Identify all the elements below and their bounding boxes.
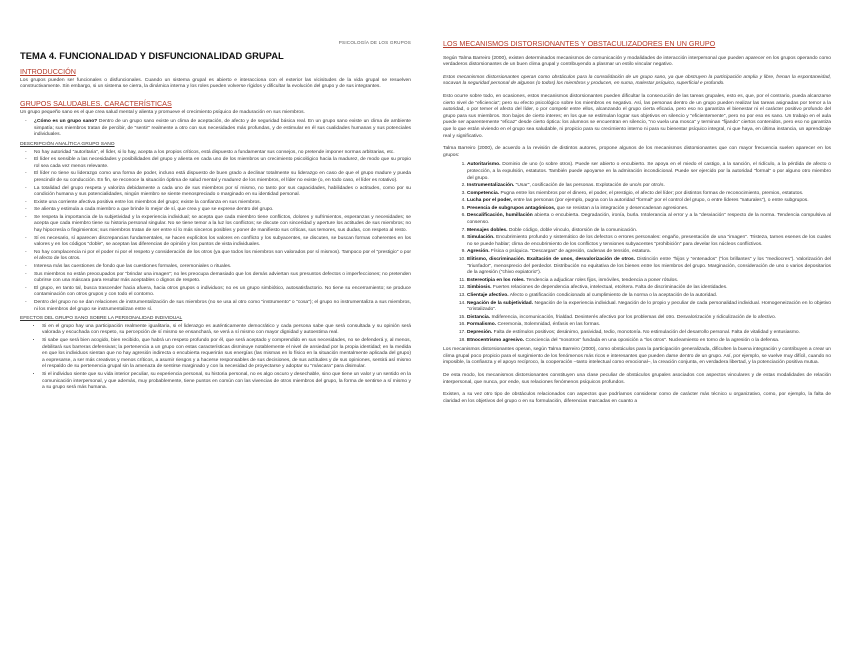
mechanisms-list [443,162,831,344]
item-label: Autoritarismo. [467,162,501,168]
list-item [467,198,831,205]
item-text: abierta o encubierta. Degradación, ironía, burla. Intolerancia al error y a la "desviación" respecto de la norma. Tendencia compulsiva al consenso. [467,213,831,226]
list-item: • Si en el grupo hay una participación realmente igualitaria, si el liderazgo es auténticamente democrático y cada persona sabe que será consultada y su opinión será valorada y escuchada con respeto, su percepción de sí mismo se ensanchará, se verá a sí mismo con mayor dignidad y autoestima real. [42,324,411,337]
intro-paragraph: Los grupos pueden ser funcionales o disfuncionales. Cuando un sistema grupal es abierto e interacciona con el exterior las vicisitudes de la vida grupal se resuelven constructivamente. Sin embargo, si un sistema se cierra, la dinámica interna y los roles pueden volverse rígidos y dificultar la evolución del grupo y de sus integrantes. [20,77,411,90]
left-column [20,0,411,394]
list-item: - El grupo, en tanto tal, busca trascender hacia afuera, hacia otros grupos o individuos; no es un grupo simbiótico, autosatisfactorio. No tiene su encerramiento; se produce contaminación con otros grupos y con todo el contorno. [34,286,411,299]
healthy-question-list [20,119,411,139]
analytic-description-label: DESCRIPCIÓN ANALÍTICA GRUPO SANO [20,141,115,147]
item-text: "Usar", cosificación de las personas. Explotación de uno/s por otro/s. [515,183,665,189]
mechanisms-paragraph-2: Esto ocurre sobre todo, en ocasiones, estos mecanismos distorsionantes pueden dificultar la consecución de las tareas grupales, esto es, que, por el contrario, pueda alcanzarse cierto nivel de "eficiencia"; pero su efecto psicológico sobre los miembros es negativo. Así, las personas dentro de un grupo pueden realizar las tareas asignadas por temor a la autoridad, o por temer el afecto del líder, o por competir entre ellos, alcanzando el grupo cierta eficacia, pero eso no garantiza el bienestar ni el carácter positivo profundo del grupo para sus miembros. Son bajos de cierto interes; en los que se estimulan lograr sus objetivos en silencio y "eficientemente", pero no por eso es sano. Un trabajo en el aula puede ser aparentemente "eficaz" desde cierto óptica: los alumnos se encuentran en silencio, "no vuela una mosca" y terminan "fijando" ciertos contenidos, pero eso no garantiza que lo que están viviendo en el grupo sea saludable, ni propicio para su crecimiento interno ni para su bienestar psíquico integral, ni que haya, en última instancia, un aprendizaje real y significativo. [443,93,831,139]
item-text: Indiferencia, incomunicación, frialdad. Desinterés afectivo por los problemas del otro. Desvalorización y ridiculización de lo afectivo. [491,314,777,320]
list-item: - Sus miembros no están preocupados por "brindar una imagen"; no les preocupa demasiado que los demás adviertan sus presuntos defectos o imperfecciones; no pretenden cubrirse con una máscara para resultar más aceptables o dignos de respeto. [34,272,411,285]
item-text: Pugna entre los miembros por el dinero, el poder, el prestigio, el afecto del líder; por distintos formas de reconocimiento, premios, estatutos. [500,190,804,196]
list-item [467,235,831,248]
item-text: Doble código, doble vínculo, distorsión de la comunicación. [508,227,638,233]
item-text: Física o psíquica. "Descargas" de agresión, cadenas de tensión, estatura. [490,249,651,255]
item-text: Afecto o gratificación condicionado al cumplimiento de la norma o la aceptación de la autoridad. [509,293,718,298]
mechanisms-heading: LOS MECANISMOS DISTORSIONANTES Y OBSTACULIZADORES EN UN GRUPO [443,39,716,48]
list-item [467,249,831,256]
item-text: Ceremonia, Solemnidad, énfasis en las formas. [497,322,601,328]
question-text: Dentro de un grupo sano existe un clima de aceptación, de afecto y de seguridad básica real. En un grupo sano existe un clima de ambiente simpatía; sus miembros tratan de percibir, de "sentir" realmente a otro con sus necesidades más profundas, y de estimular en él sus cualidades humanas y sus potenciales individuales. [34,119,412,138]
item-label: Simbiosis. [467,285,492,291]
healthy-lead-paragraph: Un grupo pequeño sano es el que crea salud mental y alienta y promueve el crecimiento psíquico de maduración en sus miembros. [20,109,305,115]
item-label: Formalismo. [467,322,497,328]
item-label: Estereotipia en los roles. [467,277,525,283]
page-header-label: PSICOLOGÍA DE LOS GRUPOS [338,40,411,45]
list-item: - El líder no tiene su liderazgo como una forma de poder, incluso está dispuesto de buen grado a declinar totalmente su liderazgo en caso de que el grupo madure y pueda prescindir de su conducción. En fin, se reconoce la situación óptima de salud mental y madurez de los miembros, el líder no existe (o, en todo caso, el líder es rotativo). [34,171,411,184]
list-item: - Se respeta la importancia de la subjetividad y la experiencia individual; se acepta que cada miembro tiene conflictos, dolores y sufrimientos, esperanzas y necesidades; se acepta que cada miembro tiene su historia personal singular. No se tiene temor a la luz los conflictos; se discute con sinceridad y aperture los actitudes de sus miembros; no hay hipocresía o fingimientos; sus miembros tratan de ser entre sí lo más sinceros posibles y poner de manifiesto sus críticas, sus temores, sus dudas, con respeto al resto. [34,215,411,235]
document-title: TEMA 4. FUNCIONALIDAD Y DISFUNCIONALIDAD GRUPAL [20,49,284,61]
mechanisms-paragraph-6: Existen, a su vez otro tipo de obstáculos relacionados con aspectos que podríamos considerar como de carácter más técnico u organizativo, como, por ejemplo, la falta de claridad en los objetivos del grupo o en su formulación, diferencias marcadas en cuanto a [443,392,831,404]
list-item [467,338,831,345]
mechanisms-paragraph-5: De esta modo, los mecanismos distorsionantes constituyen una clase peculiar de obstáculos grupales asociados con aspectos vinculares y de estas modalidades de relación interpersonal, que nunca, por ende, sus relaciones fenómenos psíquicos profundos. [443,372,831,385]
mechanisms-paragraph-3: Talma Barreiro (2000), de acuerdo a la revisión de distintos autores, propone algunos de los mecanismos distorsionantes que con mayor frecuencia suelen aparecer en los grupos: [443,146,831,158]
list-item [467,257,831,277]
item-text: Falta de estímulos positivos; desánimo, pasividad, tedio, monotonía. No estimulación del desarrollo personal. Falta de vitalidad y entusiasmo. [493,329,801,335]
item-text: Negación de la experiencia individual. Negación de lo propio y peculiar de cada personalidad individual. Homogeneización en lo objetivo "cristalizado". [467,300,832,313]
list-item [467,183,831,190]
item-label: Descalificación, humillación [467,213,533,219]
list-item [467,330,831,337]
item-label: Instrumentalización. [467,183,515,189]
list-item: • Si sabe que será bien acogido, bien recibido, que habrá un respeto profundo por él, que será aceptado y comprendido en sus necesidades, no se defenderá y, al menos, debilitará sus barreras defensivas; la pertenencia a un grupo con estas características disminuye notablemente el nivel de ansiedad por la propia identidad; en la medida en que los individuos sientan que no hay agresión indirecta o encubierta requerirán sus energías (las mismas en lo físico en la situación mentalmente aplicada del grupo) a expresarse, a ser más creativos y menos críticos, a asumir riesgos y a hacerse responsables de sus decisiones, de sus actitudes y de sus opiniones, sentirá así mismo el respaldo de su pertenencia grupal sin la amenaza de sentirse marginado y con la necesidad de proyectarse y adoptar su "máscara" para disimular. [42,338,411,371]
item-text: Dominio de uno (o sobre otros). Puede ser abierto o encubierto. Se apoya en el miedo el castigo, a la sanción, el ridículo, a la pérdida de afecto o protección, a la expulsión, estatutos. También puede apoyarse en la admiración incondicional. Puede ser ejercido por la autoridad "formal" o por alguno otro miembro del grupo. [467,162,831,181]
list-item [467,285,831,292]
intro-heading: INTRODUCCIÓN [20,67,76,77]
list-item [467,315,831,322]
list-item [467,278,831,285]
effects-list [20,324,411,392]
list-item [467,301,831,314]
mechanisms-italic-paragraph: Estos mecanismos distorsionantes operan como obstáculos para la consolidación de un grupo sano, ya que obstruyen la participación amplia y libre, frenan la espontaneidad, socavan la seguridad personal de algunos (o todos) los miembros y producen, en suma, malestar psíquico, superficial e profundo. [443,74,831,87]
item-text: Fuertes relaciones de dependencia afectiva, intelectual, etcétera. Falta de discriminación de las identidades. [492,285,728,291]
list-item [467,213,831,226]
list-item: - Dentro del grupo no se dan relaciones de instrumentalización de sus miembros (no se usa al otro como "instrumento" o "cosa"); el grupo no instrumentaliza a sus miembros, ni los miembros del grupo se instrumentalizan entre sí. [34,300,411,313]
list-item [34,119,411,139]
item-label: Elitismo, discriminación. Exaltación de unos, desvalorización de otros. [467,257,636,263]
item-label: Depresión. [467,329,493,335]
item-label: Presencia de subgrupos antagónicos, [467,205,556,211]
item-label: Negación de la subjetividad. [467,300,533,306]
list-item: - Existe una corriente afectiva positiva entre los miembros del grupo; existe la confianza en sus miembros. [34,200,411,207]
question-label: ¿Cómo es un grupo sano? [34,119,98,125]
item-label: Mensajes dobles. [467,227,508,233]
item-text: Distinción entre "hijos y "entenados" ("los brillantes" y los "mediocres"). Valorización del "triunfador", menosprecio del perdedor. Distribución no equitativa de los bienes entre los miembros del grupo. Marginación, consideración de uno o varios depositarios de la agresión ("chivo expiatorio"). [467,257,832,276]
item-text: Tendencia a adjudicar roles fijos, inmóviles, tendencia a poner rótulos. [526,277,679,283]
healthy-groups-heading: GRUPOS SALUDABLES. CARACTERÍSTICAS [20,98,172,108]
item-label: Lucha por el poder, [467,198,513,204]
item-label: Clientaje afectivo. [467,293,509,298]
list-item: - No hay autoridad "autoritaria", el líder, si lo hay, acepta a los propios críticos, está dispuesto a fundamentar sus consejos, no pretende imponer normas arbitrarias, etc. [34,150,411,157]
list-item [467,191,831,198]
list-item [467,162,831,182]
list-item [467,293,831,300]
item-label: Etnocentrismo agresivo. [467,337,525,343]
item-text: Encubrimiento profundo y sistemático de los defectos o errores personales: engaño, presentación de una "imagen". Tristeza, tarnes esenes de los cuales no se puede hablar; clima de encubrimiento de los conflictos y tensiones subyacentes "prohibición" para develar los núcleos conflictivos. [467,235,832,247]
list-item: • Si el individuo siente que su vida interior peculiar, su experiencia personal, su historia personal, no es algo oscuro y desechable, sino que tiene un valor y un sentido en la comunicación interpersonal, y que además, muy probablemente, tiene puntos en común con las vivencias de otros miembros del grupo, la forma de sentirse a sí mismo y a su grupo será más humana. [42,372,411,392]
item-text: Conciencia del "nosotros" fundada en una oposición a "los otros". Nucleamiento en torno de la agresión o la defensa. [525,337,780,343]
list-item [467,322,831,329]
item-label: Simulación. [467,235,495,241]
list-item [467,206,831,213]
mechanisms-intro: Según Talma Barreiro (2000), existen determinados mecanismos de comunicación y modalidades de interacción interpersonal que pueden aparecer en los grupos operando como verdaderos distorsionantes de un buen clima grupal y contribuyendo a plasmar un estilo vincular negativo. [443,55,831,68]
list-item: - Se alienta y estimula a cada miembro a que brinde lo mejor de sí, que crea y que se exprese dentro del grupo. [34,207,411,214]
list-item: - El líder es sensible a las necesidades y posibilidades del grupo y alienta en cada uno de los miembros un crecimiento psicológico hacia la madurez, de modo que su propio rol sea cada vez menos relevante. [34,157,411,170]
list-item: - Interesa más las cuestiones de fondo que las cuestiones formales, ceremoniales o rituales. [34,264,411,271]
item-label: Distancia. [467,314,491,320]
item-text: entre las personas (por ejemplo, pugna con la autoridad "formal" por el control del grupo, o entre líderes "naturales"), o entre subgrupos. [513,198,809,204]
list-item: - Sí es necesario, sí aparecen discrepancias fundamentales, se hacen explícitos los valores en conflicto y los subyacentes, se discuten, se buscan formas coherentes en los valores y en los códigos "doble", se aceptan las diferencias de opinión y los puntos de vista individuales. [34,236,411,249]
item-label: Competencia. [467,190,500,196]
list-item: - La totalidad del grupo respeta y valoriza debidamente a cada uno de sus miembros por sí mismo, no tanto por sus capacidades, habilidades o actitudes, como por su condición humana y sus potencialidades, ningún miembro se siente menospreciado o marginado en su identidad personal. [34,186,411,199]
right-column [443,0,831,408]
item-label: Agresión. [467,249,490,255]
effects-label: EFECTOS DEL GRUPO SANO SOBRE LA PERSONALIDAD INDIVIDUAL [20,316,183,322]
healthy-characteristics-list [20,150,411,314]
list-item: - No hay complacencia ni por el poder ni por el respeto y consideración de los otros (ya que todos los miembros son valorados por sí mismos). Tampoco por el "prestigio" o por el afecto de los otros. [34,250,411,263]
item-text: que se resistan a la integración y desencadenan agresiones. [556,205,689,211]
mechanisms-paragraph-4: Los mecanismos distorsionantes operan, según Talma Barreiro (2000), como obstáculos para la participación generalizada, dificulten la buena integración y contribuyen a crear un clima grupal poco propicio para el surgimiento de los fenómenos más ricos e interesantes que pueden darse dentro de un grupo. Así, por ejemplo, se vuelve muy difícil, cuando no imposible, la confianza y el apoyo recíproco, la cooperación –tanto intelectual como emocional–, la creación conjunta, en verdadera libertad, y la potenciación positiva mutua. [443,347,831,366]
list-item [467,228,831,235]
